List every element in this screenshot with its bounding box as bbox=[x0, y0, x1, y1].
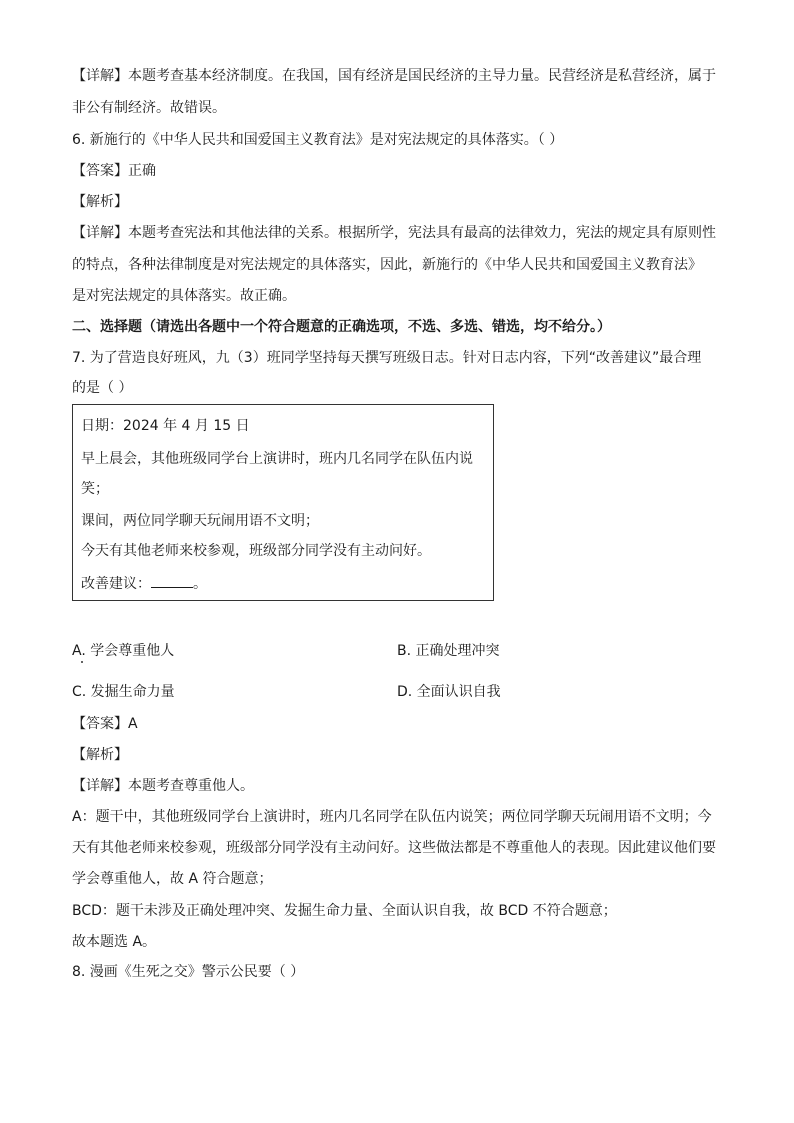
suggestion-label: 改善建议： bbox=[81, 576, 151, 592]
option-c: C. 发掘生命力量 bbox=[72, 684, 175, 700]
q7-bcd: BCD：题干未涉及正确处理冲突、发掘生命力量、全面认识自我，故 BCD 不符合题意； bbox=[72, 903, 617, 919]
prev-detail-line-2: 非公有制经济。故错误。 bbox=[72, 100, 226, 116]
q7-a-line-2: 天有其他老师来校参观，班级部分同学没有主动问好。这些做法都是不尊重他人的表现。因此建议他们要 bbox=[72, 840, 716, 856]
q7-a-line-3: 学会尊重他人，故 A 符合题意； bbox=[72, 871, 273, 887]
q7-a-line-1: A：题干中，其他班级同学台上演讲时，班内几名同学在队伍内说笑；两位同学聊天玩闹用语不文明；今 bbox=[72, 809, 712, 825]
q7-conclusion: 故本题选 A。 bbox=[72, 934, 157, 950]
q6-question: 6. 新施行的《中华人民共和国爱国主义教育法》是对宪法规定的具体落实。（ ） bbox=[72, 132, 564, 148]
log-date: 日期：2024 年 4 月 15 日 bbox=[81, 418, 250, 434]
option-d: D. 全面认识自我 bbox=[397, 684, 501, 700]
q7-question-1: 7. 为了营造良好班风，九（3）班同学坚持每天撰写班级日志。针对日志内容，下列“改善建议”最合理 bbox=[72, 350, 702, 366]
q7-detail: 【详解】本题考查尊重他人。 bbox=[72, 778, 254, 794]
q7-answer: 【答案】A bbox=[72, 716, 138, 732]
emphasis-dot bbox=[81, 661, 83, 663]
prev-detail-line-1: 【详解】本题考查基本经济制度。在我国，国有经济是国民经济的主导力量。民营经济是私营经济，属于 bbox=[72, 68, 716, 84]
q6-detail-3: 是对宪法规定的具体落实。故正确。 bbox=[72, 288, 296, 304]
q6-answer: 【答案】正确 bbox=[72, 163, 156, 179]
class-log-box bbox=[72, 404, 494, 601]
log-line-1b: 笑； bbox=[81, 481, 109, 497]
log-line-2: 课间，两位同学聊天玩闹用语不文明； bbox=[81, 513, 319, 529]
q7-question-2: 的是（ ） bbox=[72, 380, 133, 396]
log-line-1a: 早上晨会，其他班级同学台上演讲时，班内几名同学在队伍内说 bbox=[81, 451, 473, 467]
q6-analysis: 【解析】 bbox=[72, 194, 128, 210]
suggestion-end: 。 bbox=[193, 576, 207, 592]
option-b: B. 正确处理冲突 bbox=[397, 643, 500, 659]
section-title: 二、选择题（请选出各题中一个符合题意的正确选项，不选、多选、错选，均不给分。） bbox=[72, 319, 611, 335]
log-line-3: 今天有其他老师来校参观，班级部分同学没有主动问好。 bbox=[81, 543, 431, 559]
option-a: A. 学会尊重他人 bbox=[72, 643, 175, 659]
q7-analysis: 【解析】 bbox=[72, 747, 128, 763]
log-suggestion bbox=[81, 573, 207, 594]
q8-question: 8. 漫画《生死之交》警示公民要（ ） bbox=[72, 964, 305, 980]
q6-detail-2: 的特点，各种法律制度是对宪法规定的具体落实，因此，新施行的《中华人民共和国爱国主义教育法》 bbox=[72, 257, 702, 273]
q6-detail-1: 【详解】本题考查宪法和其他法律的关系。根据所学，宪法具有最高的法律效力，宪法的规定具有原则性 bbox=[72, 225, 716, 241]
suggestion-blank bbox=[151, 573, 193, 588]
